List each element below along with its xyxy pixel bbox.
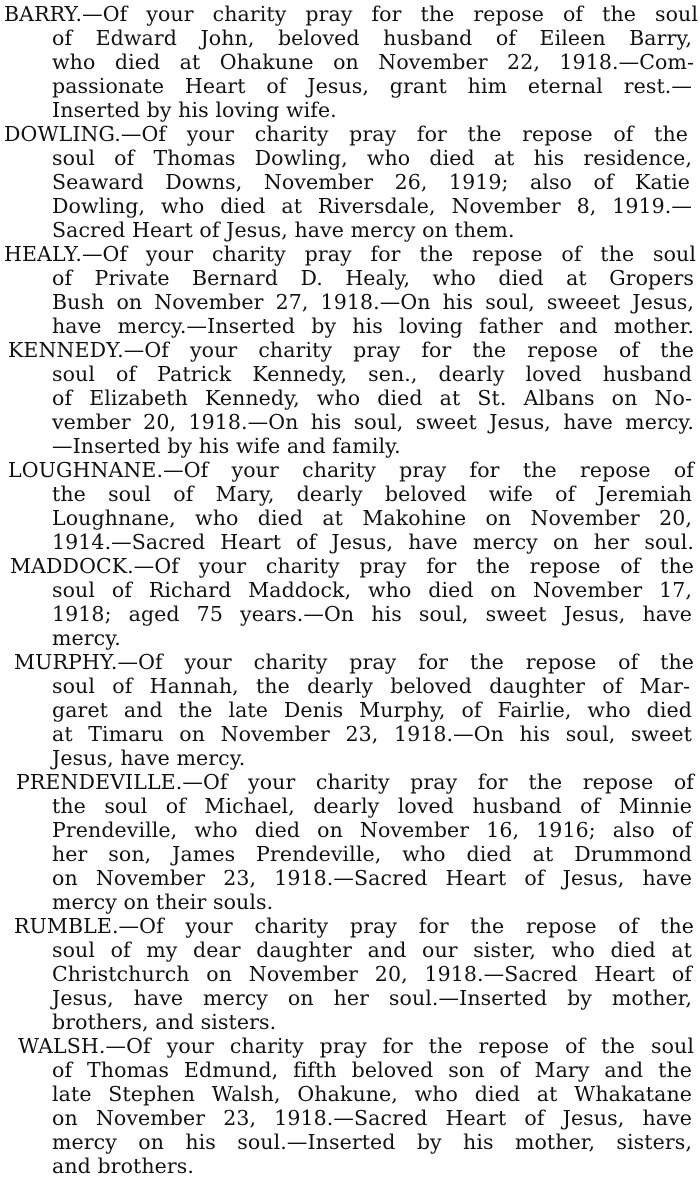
notice-line: her son, James Prendeville, who died at Drummond [52,842,692,866]
notice-line: BARRY.—Of your charity pray for the repose of the soul [4,2,698,26]
notice-line: have mercy.—Inserted by his loving father and mother. [52,314,694,338]
notice-line: soul of Hannah, the dearly beloved daughter of Mar- [52,674,690,698]
notice-line: the soul of Michael, dearly loved husband of Minnie [52,794,692,818]
notice-line: DOWLING.—Of your charity pray for the repose of the [4,122,688,146]
notice-line: Dowling, who died at Riversdale, November 8, 1919.— [52,194,692,218]
notice-line: HEALY.—Of your charity pray for the repose of the soul [4,242,696,266]
notice-line: of Edward John, beloved husband of Eileen Barry, [52,26,692,50]
notice-line: 1918; aged 75 years.—On his soul, sweet Jesus, have [52,602,692,626]
notice-line: garet and the late Denis Murphy, of Fairlie, who died [52,698,692,722]
notice-line: 1914.—Sacred Heart of Jesus, have mercy on her soul. [52,530,694,554]
notice-line: mercy on his soul.—Inserted by his mother, sisters, [52,1130,692,1154]
notice-line: who died at Ohakune on November 22, 1918.—Com- [52,50,694,74]
notice-line: PRENDEVILLE.—Of your charity pray for the repose of [16,770,694,794]
notice-line: MURPHY.—Of your charity pray for the repose of the [14,650,694,674]
notice-line: MADDOCK.—Of your charity pray for the repose of the [10,554,694,578]
notice-line: soul of Patrick Kennedy, sen., dearly loved husband [52,362,692,386]
notice-line: at Timaru on November 23, 1918.—On his soul, sweet [52,722,692,746]
notice-line: and brothers. [52,1154,195,1178]
notice-line: Jesus, have mercy. [52,746,246,770]
notice-line: passionate Heart of Jesus, grant him eternal rest.— [52,74,692,98]
notice-line: WALSH.—Of your charity pray for the repose of the soul [18,1034,694,1058]
notice-line: Seaward Downs, November 26, 1919; also of Katie [52,170,690,194]
notice-line: RUMBLE.—Of your charity pray for the repose of the [14,914,694,938]
notice-line: KENNEDY.—Of your charity pray for the repose of the [8,338,694,362]
notice-line: mercy on their souls. [52,890,274,914]
notice-line: the soul of Mary, dearly beloved wife of Jeremiah [52,482,692,506]
notice-line: vember 20, 1918.—On his soul, sweet Jesus, have mercy. [52,410,694,434]
notice-line: Loughnane, who died at Makohine on November 20, [52,506,692,530]
notice-line: Sacred Heart of Jesus, have mercy on them. [52,218,515,242]
notice-line: soul of Thomas Dowling, who died at his residence, [52,146,692,170]
notice-line: brothers, and sisters. [52,1010,277,1034]
notice-line: LOUGHNANE.—Of your charity pray for the repose of [8,458,694,482]
notice-line: of Thomas Edmund, fifth beloved son of Mary and the [52,1058,692,1082]
notice-line: —Inserted by his wife and family. [52,434,401,458]
notice-line: Inserted by his loving wife. [52,98,337,122]
notice-line: on November 23, 1918.—Sacred Heart of Jesus, have [52,866,692,890]
notice-line: of Private Bernard D. Healy, who died at Gropers [52,266,694,290]
notice-line: Christchurch on November 20, 1918.—Sacred Heart of [52,962,692,986]
notice-line: on November 23, 1918.—Sacred Heart of Jesus, have [52,1106,692,1130]
notice-line: mercy. [52,626,121,650]
notice-line: Prendeville, who died on November 16, 1916; also of [52,818,692,842]
notice-line: Bush on November 27, 1918.—On his soul, sweeet Jesus, [52,290,694,314]
notice-line: of Elizabeth Kennedy, who died at St. Albans on No- [52,386,692,410]
notice-line: late Stephen Walsh, Ohakune, who died at Whakatane [52,1082,692,1106]
notice-line: Jesus, have mercy on her soul.—Inserted by mother, [52,986,692,1010]
notice-line: soul of my dear daughter and our sister, who died at [52,938,692,962]
notice-line: soul of Richard Maddock, who died on November 17, [52,578,692,602]
